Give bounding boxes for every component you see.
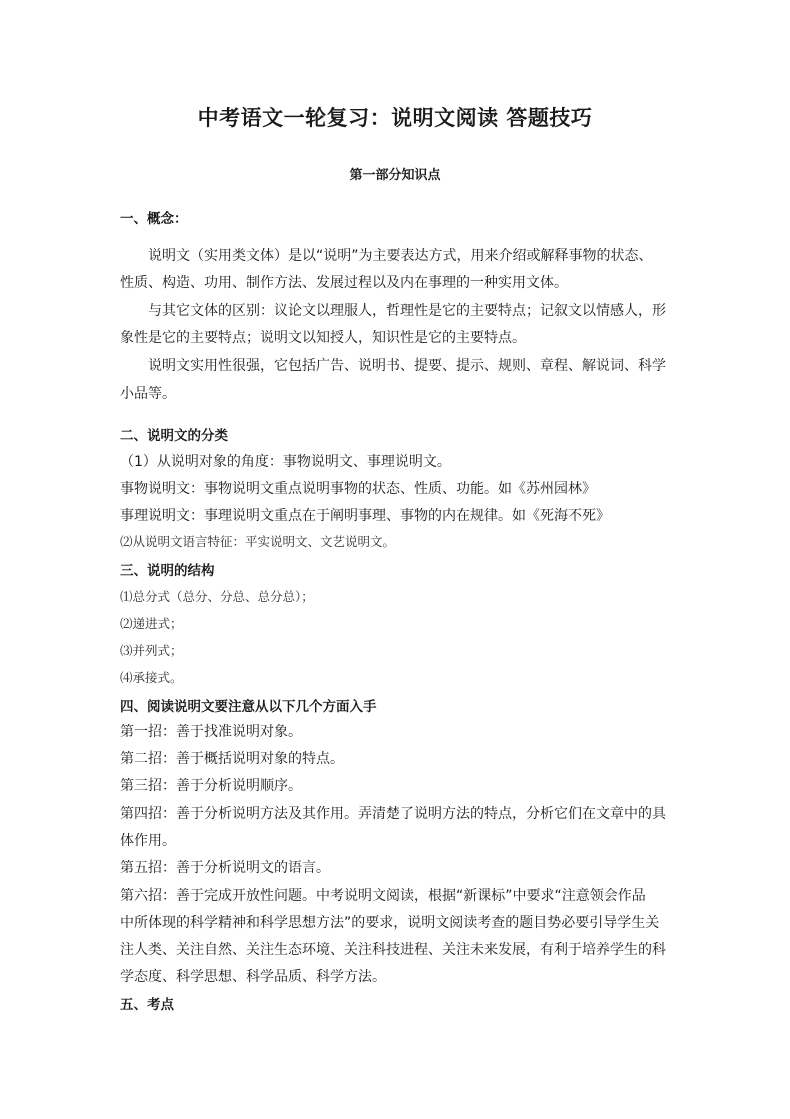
list-item: ⑷承接式。 (120, 670, 183, 685)
paragraph-line: 说明文（实用类文体）是以“说明”为主要表达方式，用来介绍或解释事物的状态、 (148, 248, 653, 264)
paragraph-line: 与其它文体的区别：议论文以理服人，哲理性是它的主要特点；记叙文以情感人，形 (148, 303, 666, 319)
list-item: 第二招：善于概括说明对象的特点。 (120, 751, 344, 767)
paragraph-line: ⑵从说明文语言特征：平实说明文、文艺说明文。 (120, 534, 396, 549)
list-item: 第一招：善于找准说明对象。 (120, 724, 302, 740)
list-item: 第四招：善于分析说明方法及其作用。弄清楚了说明方法的特点，分析它们在文章中的具 (120, 806, 666, 822)
list-item: ⑵递进式； (120, 616, 183, 631)
doc-title: 中考语文一轮复习：说明文阅读 答题技巧 (197, 106, 593, 130)
paragraph-line: （1）从说明对象的角度：事物说明文、事理说明文。 (120, 454, 451, 470)
section-2-heading: 二、说明文的分类 (120, 428, 228, 444)
paragraph-line: 事理说明文：事理说明文重点在于阐明事理、事物的内在规律。如《死海不死》 (120, 508, 610, 524)
list-item: 第三招：善于分析说明顺序。 (120, 778, 302, 794)
list-item: ⑶并列式； (120, 643, 183, 658)
paragraph-line: 小品等。 (120, 386, 176, 402)
list-item: 第六招：善于完成开放性问题。中考说明文阅读，根据“新课标”中要求“注意领会作品 (120, 888, 646, 904)
list-item: 体作用。 (120, 833, 176, 849)
paragraph-line: 事物说明文：事物说明文重点说明事物的状态、性质、功能。如《苏州园林》 (120, 481, 596, 497)
section-5-heading: 五、考点 (120, 997, 174, 1013)
paragraph-line: 说明文实用性很强，它包括广告、说明书、提要、提示、规则、章程、解说词、科学 (148, 358, 666, 374)
list-item: 注人类、关注自然、关注生态环境、关注科技进程、关注未来发展，有利于培养学生的科 (120, 942, 666, 958)
part-heading: 第一部分知识点 (349, 168, 441, 183)
section-1-heading: 一、概念： (120, 211, 188, 227)
list-item: ⑴总分式（总分、分总、总分总）； (120, 589, 314, 604)
list-item: 学态度、科学思想、科学品质、科学方法。 (120, 969, 386, 985)
section-4-heading: 四、阅读说明文要注意从以下几个方面入手 (120, 699, 377, 715)
paragraph-line: 性质、构造、功用、制作方法、发展过程以及内在事理的一种实用文体。 (120, 275, 568, 291)
paragraph-line: 象性是它的主要特点；说明文以知授人，知识性是它的主要特点。 (120, 330, 526, 346)
list-item: 第五招：善于分析说明文的语言。 (120, 860, 330, 876)
section-3-heading: 三、说明的结构 (120, 563, 215, 579)
list-item: 中所体现的科学精神和科学思想方法”的要求，说明文阅读考查的题目势必要引导学生关 (120, 915, 660, 931)
